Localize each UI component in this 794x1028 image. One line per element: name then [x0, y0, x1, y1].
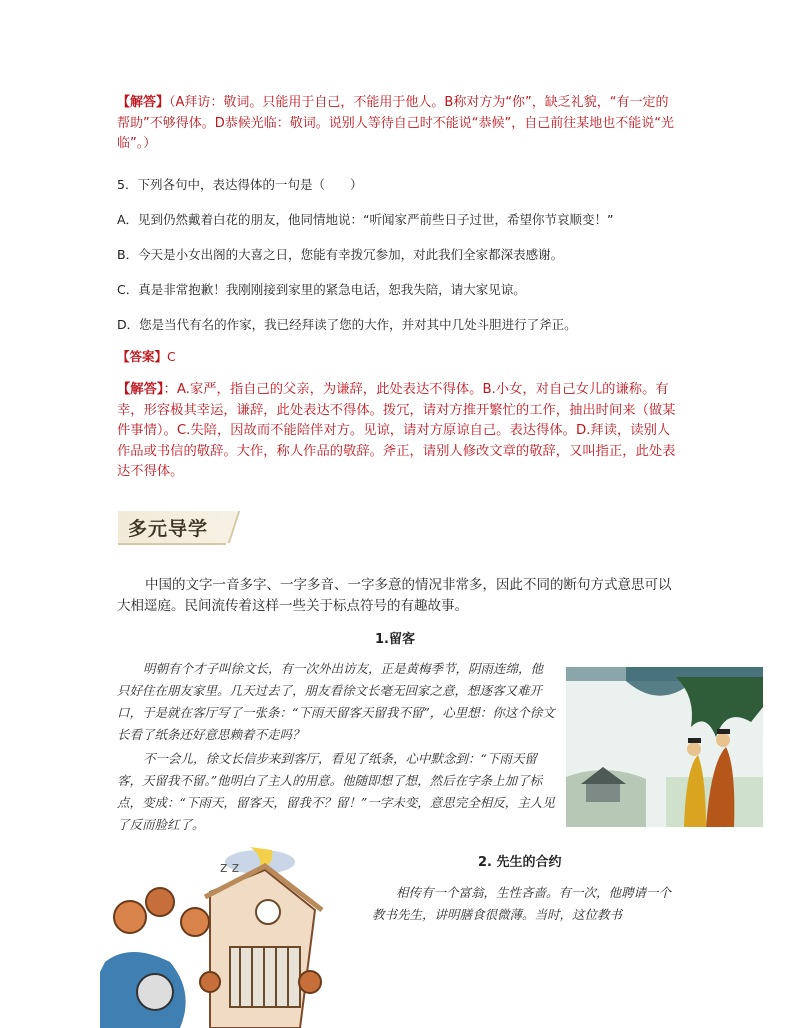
- q5-analysis-tag: 【解答】: [117, 382, 164, 397]
- q4-answer-text: （A拜访：敬词。只能用于自己，不能用于他人。B称对方为“你”，缺乏礼貌，“有一定的帮助”不够得体。D恭候光临：敬词。说别人等待自己时不能说“恭候”，自己前往某地也不能说“光临”。）: [117, 95, 674, 151]
- q4-answer-analysis: [117, 93, 677, 155]
- q5-answer-tag: 【答案】: [117, 349, 168, 364]
- q5-answer: [117, 347, 176, 367]
- svg-text:z z: z z: [220, 860, 240, 876]
- story2-title: 2. 先生的合约: [478, 855, 562, 870]
- scholars-illustration: [566, 667, 763, 827]
- house-cartoon-icon: [100, 842, 348, 1028]
- q5-answer-value: C: [167, 349, 176, 364]
- q5-analysis-text: ：A.家严，指自己的父亲，为谦辞，此处表达不得体。B.小女，对自己女儿的谦称。有幸，形容极其幸运，谦辞，此处表达不得体。拨冗，请对方推开繁忙的工作，抽出时间来（做某件事情）。C.失陪，因故而不能陪伴对方。见谅，请对方原谅自己。表达得体。D.拜读，读别人作品或书信的敬辞。大作，称人作品的敬辞。斧正，请别人修改文章的敬辞，又叫指正，此处表达不得体。: [117, 382, 676, 479]
- q5-stem: 5．下列各句中，表达得体的一句是（ ）: [117, 177, 363, 192]
- night-house-illustration: [100, 842, 348, 1028]
- q5-option-a: A．见到仍然戴着白花的朋友，他同情地说：“听闻家严前些日子过世，希望你节哀顺变！”: [117, 212, 614, 227]
- story1-title: 1.留客: [375, 632, 415, 647]
- section-header: [118, 511, 226, 545]
- story1-paragraph-1: 明朝有个才子叫徐文长，有一次外出访友，正是黄梅季节，阴雨连绵，他只好住在朋友家里。几天过去了，朋友看徐文长毫无回家之意，想逐客又难开口，于是就在客厅写了一张条：“下雨天留客天留我不留”，心里想：你这个徐文长看了纸条还好意思赖着不走吗？: [117, 661, 555, 742]
- section-title: 多元导学: [128, 518, 209, 540]
- q5-option-c: C．真是非常抱歉！我刚刚接到家里的紧急电话，恕我失陪，请大家见谅。: [117, 282, 526, 297]
- section-intro-text: 中国的文字一音多字、一字多音、一字多意的情况非常多，因此不同的断句方式意思可以大相逕庭。民间流传着这样一些关于标点符号的有趣故事。: [117, 577, 672, 614]
- q5-option-b: B．今天是小女出阁的大喜之日，您能有幸拨冗参加，对此我们全家都深表感谢。: [117, 247, 564, 262]
- story1-paragraph-2: 不一会儿，徐文长信步来到客厅，看见了纸条，心中默念到：“下雨天留客，天留我不留。”他明白了主人的用意。他随即想了想，然后在字条上加了标点，变成：“下雨天，留客天，留我不？留！”一字未变，意思完全相反，主人见了反而脸红了。: [117, 751, 555, 832]
- q5-option-d: D．您是当代有名的作家，我已经拜读了您的大作，并对其中几处斗胆进行了斧正。: [117, 317, 577, 332]
- q5-analysis: [117, 380, 677, 483]
- story2-paragraph-1: 相传有一个富翁，生性吝啬。有一次，他聘请一个教书先生，讲明膳食很微薄。当时，这位教书: [372, 885, 672, 922]
- section-intro: [117, 575, 677, 617]
- q4-answer-tag: 【解答】: [117, 95, 170, 110]
- scholars-scene-icon: [566, 667, 763, 827]
